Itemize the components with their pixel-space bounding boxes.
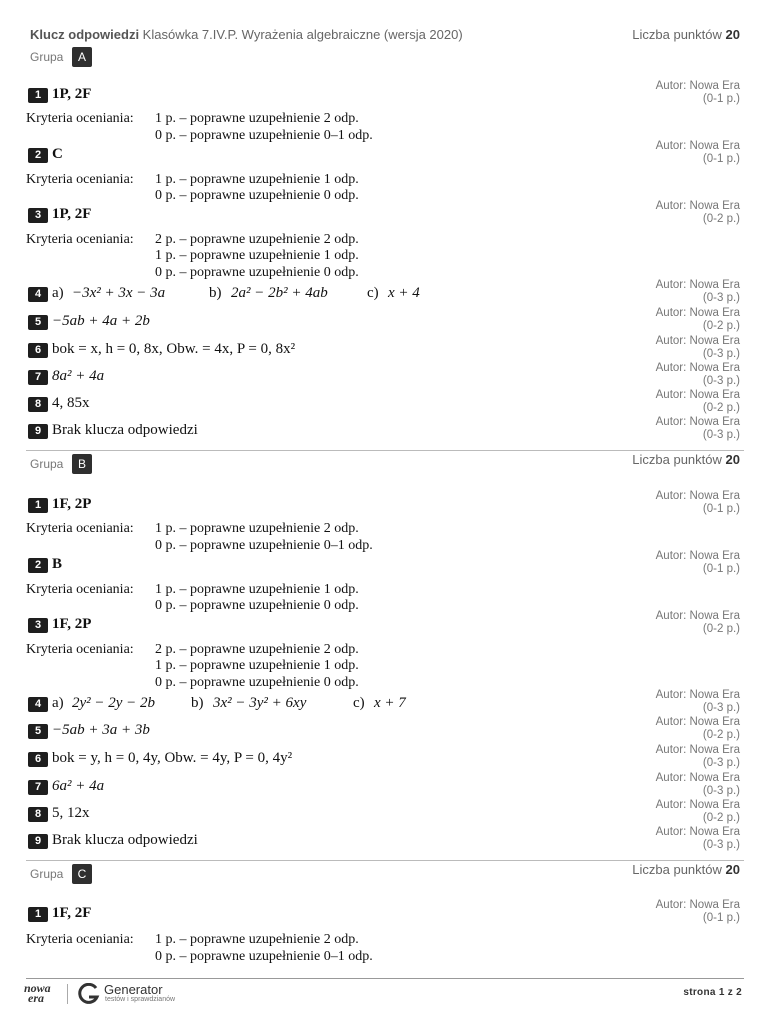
answer: 8a² + 4a: [52, 368, 105, 384]
answer: 1P, 2F: [52, 206, 92, 222]
question-meta: Autor: Nowa Era (0-2 p.): [655, 610, 740, 635]
question-number-badge: 9: [28, 834, 48, 849]
criteria-line: 1 p. – poprawne uzupełnienie 1 odp.: [155, 248, 359, 263]
criteria-line: 1 p. – poprawne uzupełnienie 2 odp.: [155, 932, 359, 947]
question-meta: Autor: Nowa Era (0-1 p.): [655, 899, 740, 924]
criteria-label: Kryteria oceniania:: [26, 521, 134, 536]
criteria-line: 1 p. – poprawne uzupełnienie 2 odp.: [155, 521, 359, 536]
criteria-line: 1 p. – poprawne uzupełnienie 1 odp.: [155, 658, 359, 673]
generator-g-icon: [77, 983, 101, 1005]
part-a-label: a): [52, 695, 64, 711]
answer: Brak klucza odpowiedzi: [52, 422, 198, 438]
part-c-expression: x + 4: [388, 285, 420, 301]
header-points: Liczba punktów 20: [632, 27, 740, 42]
part-b-expression: 2a² − 2b² + 4ab: [231, 285, 328, 301]
doc-title-rest: Klasówka 7.IV.P. Wyrażenia algebraiczne (wersja 2020): [139, 27, 463, 42]
criteria-label: Kryteria oceniania:: [26, 111, 134, 126]
question-meta: Autor: Nowa Era (0-2 p.): [655, 200, 740, 225]
criteria-line: 1 p. – poprawne uzupełnienie 2 odp.: [155, 111, 359, 126]
question-number-badge: 7: [28, 780, 48, 795]
answer: bok = x, h = 0, 8x, Obw. = 4x, P = 0, 8x²: [52, 341, 296, 357]
question-number-badge: 2: [28, 148, 48, 163]
group-badge: B: [72, 454, 92, 474]
question-meta: Autor: Nowa Era (0-1 p.): [655, 80, 740, 105]
criteria-line: 0 p. – poprawne uzupełnienie 0–1 odp.: [155, 949, 373, 964]
group-badge: A: [72, 47, 92, 67]
part-a-expression: −3x² + 3x − 3a: [72, 285, 166, 301]
answer: 1F, 2P: [52, 496, 92, 512]
question-meta: Autor: Nowa Era (0-2 p.): [655, 799, 740, 824]
question-number-badge: 6: [28, 343, 48, 358]
question-meta: Autor: Nowa Era (0-1 p.): [655, 140, 740, 165]
group-points: Liczba punktów 20: [632, 862, 740, 877]
answer: Brak klucza odpowiedzi: [52, 832, 198, 848]
question-number-badge: 3: [28, 208, 48, 223]
part-b-label: b): [209, 285, 222, 301]
question-number-badge: 5: [28, 724, 48, 739]
part-a-label: a): [52, 285, 64, 301]
question-number-badge: 3: [28, 618, 48, 633]
part-b-label: b): [191, 695, 204, 711]
question-meta: Autor: Nowa Era (0-3 p.): [655, 416, 740, 441]
answer: −5ab + 3a + 3b: [52, 722, 150, 738]
question-meta: Autor: Nowa Era (0-3 p.): [655, 362, 740, 387]
group-label: Grupa: [30, 867, 64, 881]
question-number-badge: 8: [28, 807, 48, 822]
question-meta: Autor: Nowa Era (0-1 p.): [655, 550, 740, 575]
footer-divider: [26, 978, 744, 979]
group-b-header: [30, 454, 740, 476]
criteria-line: 0 p. – poprawne uzupełnienie 0 odp.: [155, 598, 359, 613]
answer: 6a² + 4a: [52, 778, 105, 794]
question-number-badge: 2: [28, 558, 48, 573]
answer: C: [52, 146, 63, 162]
criteria-line: 0 p. – poprawne uzupełnienie 0 odp.: [155, 265, 359, 280]
criteria-line: 0 p. – poprawne uzupełnienie 0 odp.: [155, 675, 359, 690]
group-a-header: [30, 47, 740, 69]
criteria-line: 1 p. – poprawne uzupełnienie 1 odp.: [155, 172, 359, 187]
group-c-header: [30, 864, 740, 886]
question-number-badge: 9: [28, 424, 48, 439]
group-divider: [26, 450, 744, 451]
question-meta: Autor: Nowa Era (0-3 p.): [655, 826, 740, 851]
question-number-badge: 1: [28, 88, 48, 103]
question-meta: Autor: Nowa Era (0-3 p.): [655, 279, 740, 304]
criteria-label: Kryteria oceniania:: [26, 642, 134, 657]
document-header: [30, 27, 740, 45]
group-points: Liczba punktów 20: [632, 452, 740, 467]
question-number-badge: 7: [28, 370, 48, 385]
part-c-label: c): [353, 695, 365, 711]
question-number-badge: 8: [28, 397, 48, 412]
criteria-line: 2 p. – poprawne uzupełnienie 2 odp.: [155, 642, 359, 657]
question-meta: Autor: Nowa Era (0-3 p.): [655, 689, 740, 714]
footer-logo-separator: [67, 984, 68, 1004]
answer: B: [52, 556, 63, 572]
answer: 4, 85x: [52, 395, 90, 411]
question-meta: Autor: Nowa Era (0-2 p.): [655, 307, 740, 332]
criteria-line: 0 p. – poprawne uzupełnienie 0 odp.: [155, 188, 359, 203]
question-number-badge: 1: [28, 498, 48, 513]
generator-logo-text: Generator: [104, 982, 163, 997]
question-number-badge: 4: [28, 287, 48, 302]
question-number-badge: 1: [28, 907, 48, 922]
answer: −5ab + 4a + 2b: [52, 313, 150, 329]
question-number-badge: 6: [28, 752, 48, 767]
part-c-label: c): [367, 285, 379, 301]
group-label: Grupa: [30, 50, 64, 64]
question-meta: Autor: Nowa Era (0-1 p.): [655, 490, 740, 515]
group-label: Grupa: [30, 457, 64, 471]
criteria-line: 2 p. – poprawne uzupełnienie 2 odp.: [155, 232, 359, 247]
part-c-expression: x + 7: [374, 695, 406, 711]
criteria-label: Kryteria oceniania:: [26, 232, 134, 247]
criteria-label: Kryteria oceniania:: [26, 172, 134, 187]
question-meta: Autor: Nowa Era (0-3 p.): [655, 335, 740, 360]
generator-logo-subtitle: testów i sprawdzianów: [105, 996, 176, 1003]
criteria-line: 0 p. – poprawne uzupełnienie 0–1 odp.: [155, 128, 373, 143]
nowa-era-logo: nowa era: [24, 981, 51, 1005]
question-meta: Autor: Nowa Era (0-3 p.): [655, 744, 740, 769]
question-number-badge: 4: [28, 697, 48, 712]
group-divider: [26, 860, 744, 861]
page-number: strona 1 z 2: [683, 987, 742, 998]
question-meta: Autor: Nowa Era (0-2 p.): [655, 389, 740, 414]
answer: 5, 12x: [52, 805, 90, 821]
criteria-label: Kryteria oceniania:: [26, 582, 134, 597]
part-a-expression: 2y² − 2y − 2b: [72, 695, 156, 711]
question-meta: Autor: Nowa Era (0-2 p.): [655, 716, 740, 741]
answer: bok = y, h = 0, 4y, Obw. = 4y, P = 0, 4y²: [52, 750, 293, 766]
criteria-label: Kryteria oceniania:: [26, 932, 134, 947]
criteria-line: 0 p. – poprawne uzupełnienie 0–1 odp.: [155, 538, 373, 553]
answer: 1P, 2F: [52, 86, 92, 102]
criteria-line: 1 p. – poprawne uzupełnienie 1 odp.: [155, 582, 359, 597]
doc-title-strong: Klucz odpowiedzi: [30, 27, 140, 42]
group-badge: C: [72, 864, 92, 884]
answer: 1F, 2P: [52, 616, 92, 632]
answer: 1F, 2F: [52, 905, 92, 921]
part-b-expression: 3x² − 3y² + 6xy: [213, 695, 307, 711]
question-meta: Autor: Nowa Era (0-3 p.): [655, 772, 740, 797]
question-number-badge: 5: [28, 315, 48, 330]
